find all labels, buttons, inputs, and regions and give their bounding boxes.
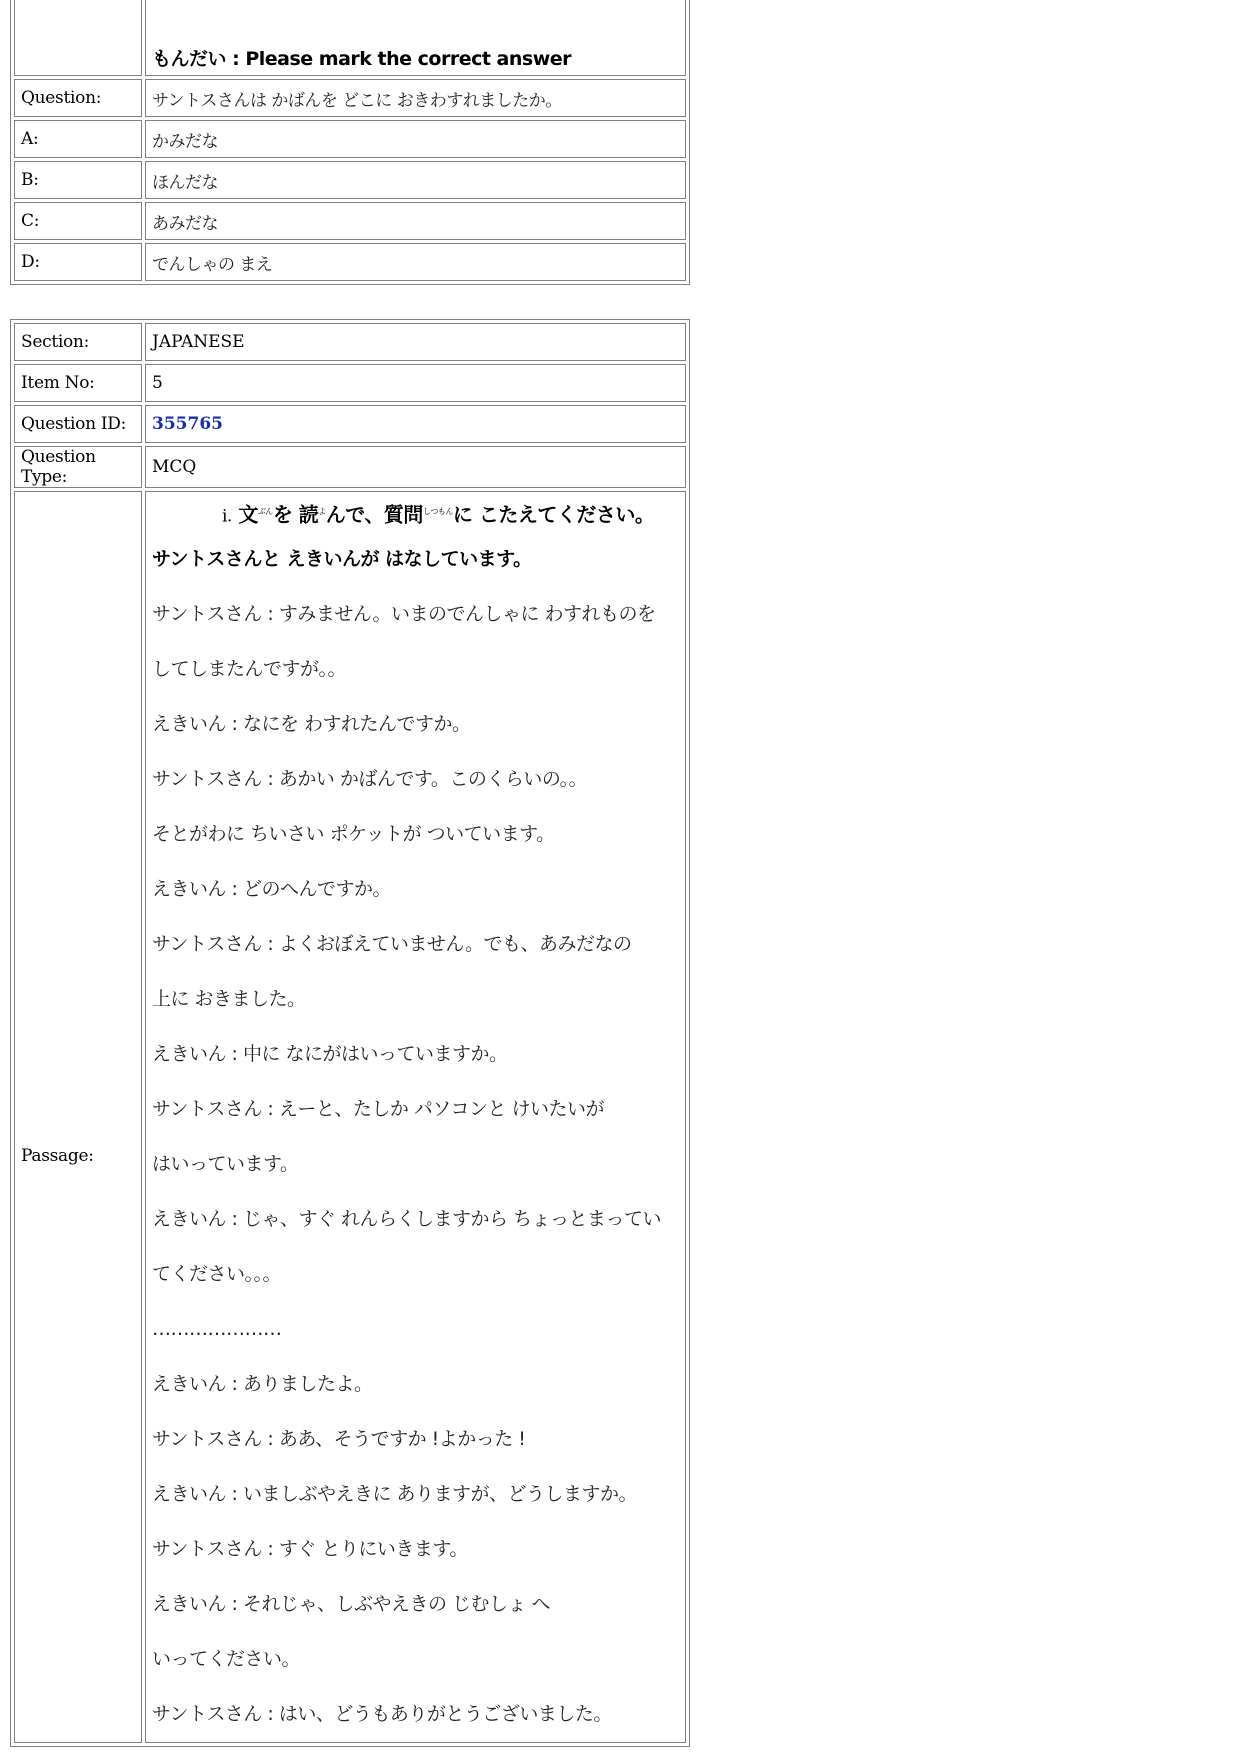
passage-line: えきいん : じゃ、すぐ れんらくしますから ちょっとまってい: [152, 1208, 662, 1230]
passage-line: えきいん : いましぶやえきに ありますが、どうしますか。: [152, 1483, 638, 1505]
option-d-text: でんしゃの まえ: [145, 243, 686, 281]
previous-question-table: [10, 0, 690, 285]
option-c-label: C:: [14, 202, 142, 240]
passage-cell: [145, 491, 686, 1743]
question-label: Question:: [14, 79, 142, 117]
passage-line: えきいん : ありましたよ。: [152, 1373, 373, 1395]
option-d-label: D:: [14, 243, 142, 281]
passage-line: サントスさん : すぐ とりにいきます。: [152, 1538, 468, 1560]
prompt-label-cell: [14, 0, 142, 76]
question-type-value: MCQ: [145, 446, 686, 488]
passage-line: …………………: [152, 1318, 282, 1340]
passage-heading: サントスさんと えきいんが はなしています。: [152, 548, 532, 570]
question-id-label: Question ID:: [14, 405, 142, 443]
passage-lines: [152, 587, 679, 1742]
prompt-cell: [145, 0, 686, 76]
passage-line: サントスさん : あかい かばんです。このくらいの。。: [152, 768, 588, 790]
passage-line: サントスさん : すみません。いまのでんしゃに わすれものを: [152, 603, 656, 625]
item-number-value: 5: [145, 364, 686, 402]
passage-line: えきいん : それじゃ、しぶやえきの じむしょ へ: [152, 1593, 551, 1615]
passage-label: Passage:: [14, 491, 142, 1743]
passage-line: えきいん : 中に なにがはいっていますか。: [152, 1043, 508, 1065]
passage-line: してしまたんですが。。: [152, 658, 347, 680]
passage-line: 上に おきました。: [152, 988, 306, 1010]
passage-line: えきいん : どのへんですか。: [152, 878, 391, 900]
option-b-text: ほんだな: [145, 161, 686, 199]
passage-line: サントスさん : ああ、そうですか !よかった !: [152, 1428, 526, 1450]
question-prompt: もんだい : Please mark the correct answer: [152, 48, 572, 70]
passage-line: サントスさん : えーと、たしか パソコンと けいたいが: [152, 1098, 605, 1120]
question-item-table: [10, 319, 690, 1747]
passage-line: いってください。: [152, 1648, 301, 1670]
passage-instruction: i. 文$^{ぶん}$を 読$^よ$んで、質問$^{しつもん}$に こたえてください。: [222, 502, 655, 527]
question-type-label: Question Type:: [14, 446, 142, 488]
option-a-text: かみだな: [145, 120, 686, 158]
section-value: JAPANESE: [145, 323, 686, 361]
section-label: Section:: [14, 323, 142, 361]
option-a-label: A:: [14, 120, 142, 158]
option-c-text: あみだな: [145, 202, 686, 240]
passage-line: そとがわに ちいさい ポケットが ついています。: [152, 823, 555, 845]
question-id-value: 355765: [145, 405, 686, 443]
item-number-label: Item No:: [14, 364, 142, 402]
option-b-label: B:: [14, 161, 142, 199]
passage-line: えきいん : なにを わすれたんですか。: [152, 713, 471, 735]
passage-line: サントスさん : よくおぼえていません。でも、あみだなの: [152, 933, 632, 955]
passage-line: はいっています。: [152, 1153, 299, 1175]
passage-line: サントスさん : はい、どうもありがとうございました。: [152, 1703, 612, 1725]
question-text: サントスさんは かばんを どこに おきわすれましたか。: [145, 79, 686, 117]
passage-line: てください。。。: [152, 1263, 282, 1285]
